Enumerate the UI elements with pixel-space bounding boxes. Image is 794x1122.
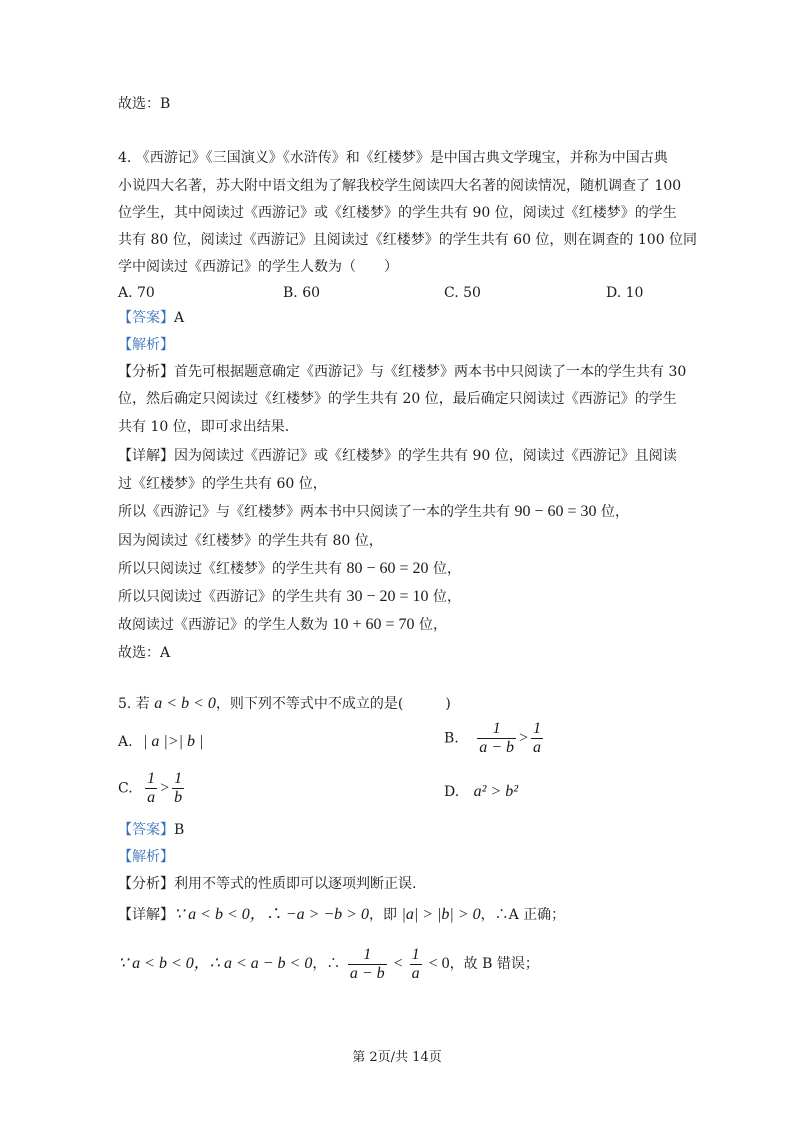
numerator: 1 [411, 945, 420, 963]
q4-analysis-heading [118, 335, 174, 355]
fenxi-tag: 【分析】 [118, 364, 174, 380]
text-span: ，即 [368, 907, 402, 923]
q4-xiangjie-3 [118, 502, 629, 522]
equation: ，∴ a < a − b < 0 [193, 955, 313, 972]
fenxi-text: 利用不等式的性质即可以逐项判断正误. [174, 876, 417, 892]
text-span: ，故 B 错误； [449, 956, 539, 972]
text-span: ，则下列不等式中不成立的是( ) [215, 696, 451, 712]
q5-option-c [118, 770, 187, 807]
text-span: 位， [414, 617, 447, 633]
fenxi-text: 首先可根据题意确定《西游记》与《红楼梦》两本书中只阅读了一本的学生共有 30 [174, 364, 687, 380]
analysis-tag: 【解析】 [118, 337, 174, 353]
xiangjie-tag: 【详解】 [118, 448, 174, 464]
q4-answer [118, 308, 184, 328]
xiangjie-tag: 【详解】 [118, 907, 174, 923]
q4-text-1: 4. 《西游记》《三国演义》《水浒传》和《红楼梦》是中国古典文学瑰宝，并称为中国古典 [118, 150, 668, 166]
equation: ∵ a < b < 0 [174, 906, 250, 923]
q5-xiangjie-2 [118, 942, 539, 986]
q5-option-d [444, 782, 518, 802]
numerator: 1 [533, 720, 542, 737]
fraction [348, 946, 387, 983]
q4-xiangjie-4: 因为阅读过《红楼梦》的学生共有 80 位， [118, 533, 383, 549]
denominator: a [147, 789, 156, 806]
equation: 90 − 60 = 30 [514, 503, 597, 520]
numerator: 1 [492, 720, 501, 737]
q4-xiangjie-7 [118, 615, 447, 635]
text-span: 位， [596, 504, 629, 520]
answer-tag: 【答案】 [118, 822, 174, 838]
fraction [145, 770, 157, 807]
q5-analysis-heading [118, 847, 174, 867]
answer-value: B [174, 822, 185, 838]
denominator: a − b [349, 964, 385, 982]
q4-text-2: 小说四大名著，苏大附中语文组为了解我校学生阅读四大名著的阅读情况，随机调查了 100 [118, 178, 682, 194]
equation: 80 − 60 = 20 [346, 560, 429, 577]
text-span: 所以只阅读过《西游记》的学生共有 [118, 589, 347, 605]
equation: ，∴ −a > −b > 0 [249, 906, 369, 923]
equation: 30 − 20 = 10 [346, 588, 429, 605]
option-label: C. [118, 780, 133, 797]
q4-fenxi-2: 位，然后确定只阅读过《红楼梦》的学生共有 20 位，最后确定只阅读过《西游记》的学生 [118, 391, 677, 407]
q4-text-3: 位学生，其中阅读过《西游记》或《红楼梦》的学生共有 90 位，阅读过《红楼梦》的学生 [118, 205, 677, 221]
line-conclusion: 故选：B [118, 96, 171, 112]
q5-fenxi [118, 874, 416, 894]
fraction [531, 720, 543, 757]
q4-option-c: C. 50 [444, 285, 481, 301]
numerator: 1 [147, 770, 156, 787]
numerator: 1 [174, 770, 183, 787]
fraction [172, 770, 184, 807]
fraction [410, 946, 422, 983]
equation: ∵ a < b < 0 [118, 955, 194, 972]
operator: > [519, 729, 529, 747]
q4-conclusion: 故选：A [118, 645, 171, 661]
option-label: D. [444, 784, 460, 800]
text-span: 位， [428, 589, 461, 605]
text-span: 5. 若 [118, 696, 155, 712]
equation: a < b < 0 [154, 695, 216, 712]
text-span: ，∴A 正确； [480, 907, 566, 923]
operator: > [160, 779, 170, 797]
q5-option-a [118, 732, 203, 752]
q4-text-4: 共有 80 位，阅读过《西游记》且阅读过《红楼梦》的学生共有 60 位，则在调查的 100 位同 [118, 232, 698, 248]
q4-xiangjie-1 [118, 446, 677, 466]
option-label: B. [444, 730, 459, 747]
text-span: 故阅读过《西游记》的学生人数为 [118, 617, 333, 633]
equation: |a| > |b| > 0 [401, 906, 481, 923]
q4-option-d: D. 10 [606, 285, 644, 301]
equation: < 0 [424, 955, 450, 972]
fenxi-tag: 【分析】 [118, 876, 174, 892]
q5-stem [118, 694, 451, 714]
q4-option-b: B. 60 [283, 285, 321, 301]
text-span: ，∴ [312, 956, 345, 972]
analysis-tag: 【解析】 [118, 849, 174, 865]
q4-text-5: 学中阅读过《西游记》的学生人数为（ ） [118, 259, 398, 275]
denominator: a [533, 739, 542, 756]
q5-option-b [444, 720, 546, 757]
q4-xiangjie-2: 过《红楼梦》的学生共有 60 位， [118, 476, 327, 492]
q4-xiangjie-6 [118, 587, 461, 607]
q5-xiangjie-1 [118, 905, 565, 925]
fraction [477, 720, 516, 757]
denominator: a − b [479, 739, 514, 756]
q4-option-a: A. 70 [118, 285, 155, 301]
q5-answer [118, 820, 184, 840]
answer-tag: 【答案】 [118, 310, 174, 326]
numerator: 1 [363, 945, 372, 963]
option-expression: | a |>| b | [143, 733, 204, 750]
xiangjie-text: 因为阅读过《西游记》或《红楼梦》的学生共有 90 位，阅读过《西游记》且阅读 [174, 448, 677, 464]
q4-fenxi-3: 共有 10 位，即可求出结果. [118, 419, 290, 435]
q4-fenxi-1 [118, 362, 686, 382]
option-expression: a² > b² [473, 783, 519, 800]
q4-xiangjie-5 [118, 559, 461, 579]
answer-value: A [174, 310, 185, 326]
denominator: a [411, 964, 420, 982]
text-span: 所以只阅读过《红楼梦》的学生共有 [118, 561, 347, 577]
option-label: A. [118, 734, 133, 750]
operator: < [389, 955, 407, 972]
denominator: b [174, 789, 183, 806]
text-span: 所以《西游记》与《红楼梦》两本书中只阅读了一本的学生共有 [118, 504, 515, 520]
page-footer: 第 2页/共 14页 [352, 1050, 442, 1065]
equation: 10 + 60 = 70 [332, 616, 415, 633]
text-span: 位， [428, 561, 461, 577]
